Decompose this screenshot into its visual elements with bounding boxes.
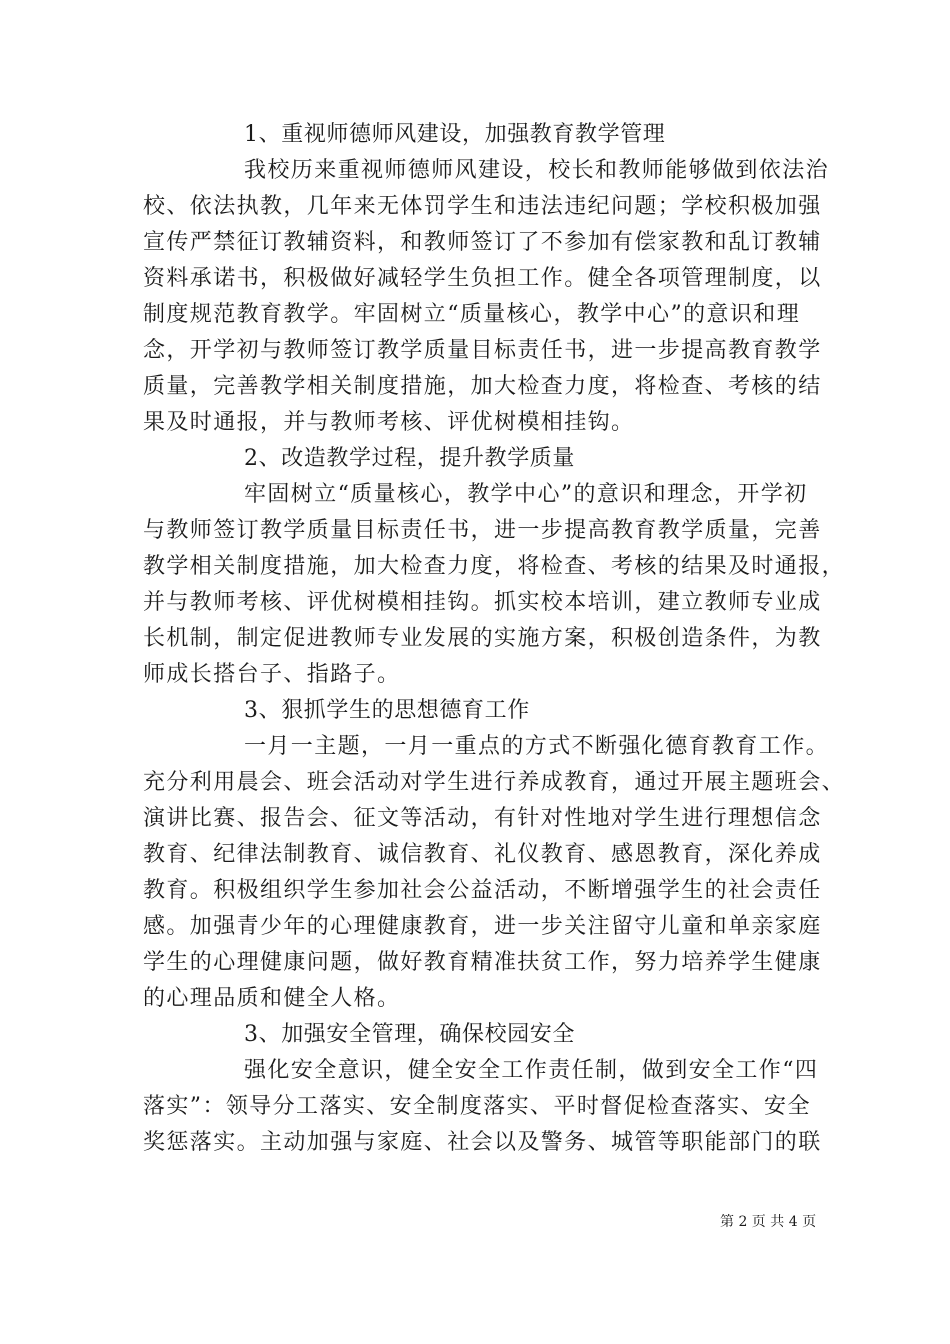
paragraph-line: 并与教师考核、评优树模相挂钩。抓实校本培训，建立教师专业成 [143, 590, 822, 615]
paragraph-line: 充分利用晨会、班会活动对学生进行养成教育，通过开展主题班会、 [143, 770, 846, 795]
paragraph-line: 师成长搭台子、指路子。 [143, 662, 401, 687]
paragraph-line: 教育、纪律法制教育、诚信教育、礼仪教育、感恩教育，深化养成 [143, 842, 822, 867]
paragraph-line: 宣传严禁征订教辅资料，和教师签订了不参加有偿家教和乱订教辅 [143, 230, 822, 255]
paragraph-line: 学生的心理健康问题，做好教育精准扶贫工作，努力培养学生健康 [143, 950, 822, 975]
paragraph-line: 果及时通报，并与教师考核、评优树模相挂钩。 [143, 410, 635, 435]
paragraph-line: 长机制，制定促进教师专业发展的实施方案，积极创造条件，为教 [143, 626, 822, 651]
section-paragraph [143, 153, 830, 441]
paragraph-line: 教育。积极组织学生参加社会公益活动，不断增强学生的社会责任 [143, 878, 822, 903]
section-heading: 3、加强安全管理，确保校园安全 [244, 1022, 575, 1047]
paragraph-line: 我校历来重视师德师风建设，校长和教师能够做到依法治 [244, 158, 830, 183]
paragraph-line: 质量，完善教学相关制度措施，加大检查力度，将检查、考核的结 [143, 374, 822, 399]
paragraph-line: 与教师签订教学质量目标责任书，进一步提高教育教学质量，完善 [143, 518, 822, 543]
page-number-footer: 第 2 页 共 4 页 [720, 1214, 817, 1230]
paragraph-line: 强化安全意识，健全安全工作责任制，做到安全工作“四 [244, 1058, 819, 1083]
section-heading: 2、改造教学过程，提升教学质量 [244, 446, 575, 471]
paragraph-line: 演讲比赛、报告会、征文等活动，有针对性地对学生进行理想信念 [143, 806, 822, 831]
section-heading: 1、重视师德师风建设，加强教育教学管理 [244, 122, 666, 147]
document-body [143, 117, 846, 1161]
paragraph-line: 资料承诺书，积极做好减轻学生负担工作。健全各项管理制度，以 [143, 266, 822, 291]
paragraph-line: 牢固树立“质量核心，教学中心”的意识和理念，开学初 [244, 482, 808, 507]
section-paragraph [143, 477, 846, 693]
section-paragraph [143, 1053, 822, 1161]
paragraph-line: 校、依法执教，几年来无体罚学生和违法违纪问题；学校积极加强 [143, 194, 822, 219]
paragraph-line: 感。加强青少年的心理健康教育，进一步关注留守儿童和单亲家庭 [143, 914, 822, 939]
paragraph-line: 一月一主题，一月一重点的方式不断强化德育教育工作。 [244, 734, 830, 759]
paragraph-line: 奖惩落实。主动加强与家庭、社会以及警务、城管等职能部门的联 [143, 1130, 822, 1155]
paragraph-line: 念，开学初与教师签订教学质量目标责任书，进一步提高教育教学 [143, 338, 822, 363]
paragraph-line: 的心理品质和健全人格。 [143, 986, 401, 1011]
paragraph-line: 制度规范教育教学。牢固树立“质量核心，教学中心”的意识和理 [143, 302, 801, 327]
paragraph-line: 落实”：领导分工落实、安全制度落实、平时督促检查落实、安全 [143, 1094, 811, 1119]
section-heading: 3、狠抓学生的思想德育工作 [244, 698, 530, 723]
section-paragraph [143, 729, 846, 1017]
paragraph-line: 教学相关制度措施，加大检查力度，将检查、考核的结果及时通报， [143, 554, 846, 579]
